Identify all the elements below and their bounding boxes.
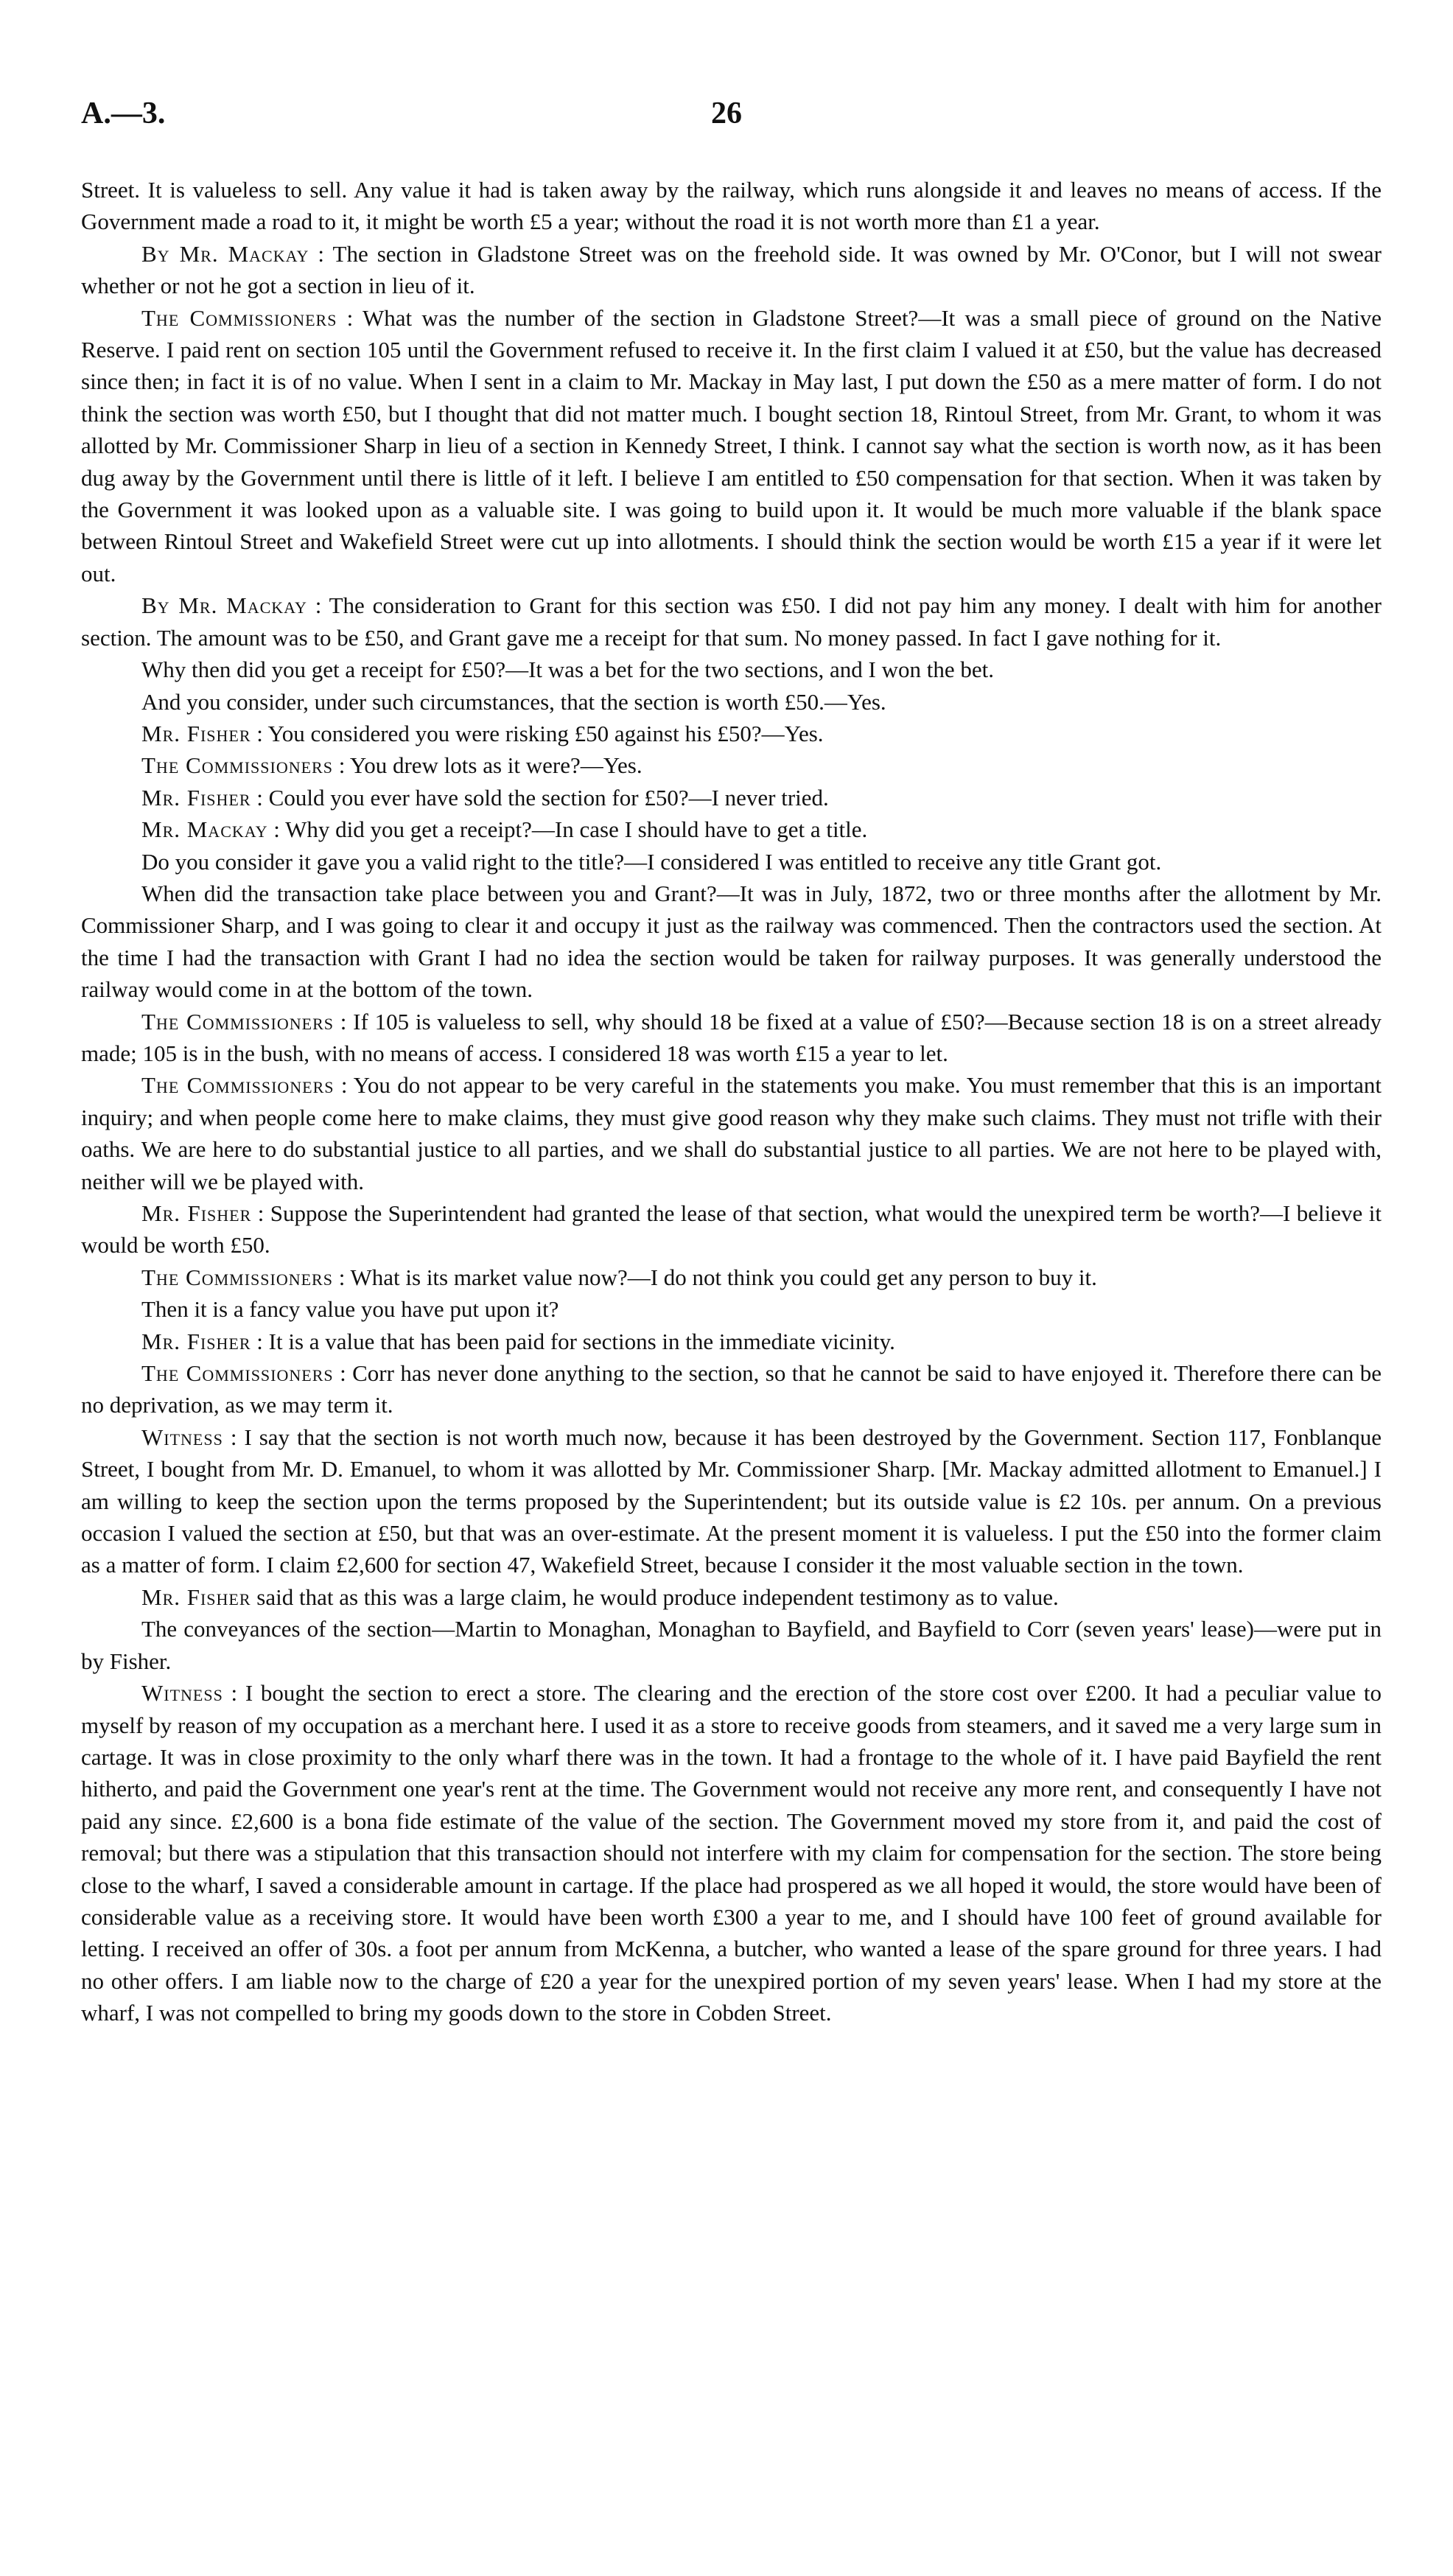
- speaker: The Commissioners: [141, 1072, 335, 1099]
- paragraph: The Commissioners : You do not appear to be very careful in the statements you make. You must remember that this is an important inquiry; and when people come here to make claims, they must give good reason why they make such claims. They must not trifle with their oaths. We are here to do substantial justice to all parties, and we shall do substantial justice to all parties. We are not here to be played with, neither will we be played with.: [81, 1072, 1382, 1194]
- paragraph: By Mr. Mackay : The consideration to Grant for this section was £50. I did not pay him any money. I dealt with him for another section. The amount was to be £50, and Grant gave me a receipt for that sum. No money passed. In fact I gave nothing for it.: [81, 592, 1382, 651]
- paragraph: Then it is a fancy value you have put upon it?: [141, 1296, 559, 1323]
- document-reference: A.—3.: [81, 97, 166, 130]
- page-header: [81, 96, 1372, 140]
- paragraph: The Commissioners : Corr has never done anything to the section, so that he cannot be said to have enjoyed it. Therefore there can be no deprivation, as we may term it.: [81, 1360, 1382, 1418]
- speaker: Mr. Mackay: [141, 816, 268, 843]
- paragraph: By Mr. Mackay : The section in Gladstone Street was on the freehold side. It was owned by Mr. O'Conor, but I will not swear whether or not he got a section in lieu of it.: [81, 240, 1382, 299]
- speaker: The Commissioners: [141, 1008, 334, 1035]
- paragraph: Mr. Fisher : You considered you were risking £50 against his £50?—Yes.: [141, 720, 824, 746]
- paragraph: The conveyances of the section—Martin to Monaghan, Monaghan to Bayfield, and Bayfield to Corr (seven years' lease)—were put in by Fisher.: [81, 1616, 1382, 1674]
- speaker: Mr. Fisher: [141, 784, 251, 811]
- paragraph: And you consider, under such circumstances, that the section is worth £50.—Yes.: [141, 688, 886, 715]
- paragraph: Street. It is valueless to sell. Any value it had is taken away by the railway, which runs alongside it and leaves no means of access. If the Government made a road to it, it might be worth £5 a year; without the road it is not worth more than £1 a year.: [81, 177, 1382, 235]
- speaker: By Mr. Mackay: [141, 592, 307, 619]
- paragraph: When did the transaction take place between you and Grant?—It was in July, 1872, two or three months after the allotment by Mr. Commissioner Sharp, and I was going to clear it and occupy it just as the railway was commenced. Then the contractors used the section. At the time I had the transaction with Grant I had no idea the section would be taken for railway purposes. It was generally understood the railway would come in at the bottom of the town.: [81, 880, 1382, 1003]
- paragraph: Why then did you get a receipt for £50?—It was a bet for the two sections, and I won the bet.: [141, 657, 994, 683]
- paragraph: Witness : I bought the section to erect a store. The clearing and the erection of the store cost over £200. It had a peculiar value to myself by reason of my occupation as a merchant here. I used it as a store to receive goods from steamers, and it saved me a very large sum in cartage. It was in close proximity to the only wharf there was in the town. It had a frontage to the whole of it. I have paid Bayfield the rent hitherto, and paid the Government one year's rent at the time. The Government would not receive any more rent, and consequently I have not paid any since. £2,600 is a bona fide estimate of the value of the section. The Government moved my store from it, and paid the cost of removal; but there was a stipulation that this transaction should not interfere with my claim for compensation for the section. The store being close to the wharf, I saved a considerable amount in cartage. If the place had prospered as we all hoped it would, the store would have been of considerable value as a receiving store. It would have been worth £300 a year to me, and I should have 100 feet of ground available for letting. I received an offer of 30s. a foot per annum from McKenna, a butcher, who wanted a lease of the spare ground for three years. I had no other offers. I am liable now to the charge of £20 a year for the unexpired portion of my seven years' lease. When I had my store at the wharf, I was not compelled to bring my goods down to the store in Cobden Street.: [81, 1680, 1382, 2026]
- paragraph: The Commissioners : What was the number of the section in Gladstone Street?—It was a small piece of ground on the Native Reserve. I paid rent on section 105 until the Government refused to receive it. In the first claim I valued it at £50, but the value has decreased since then; in fact it is of no value. When I sent in a claim to Mr. Mackay in May last, I put down the £50 as a mere matter of form. I do not think the section was worth £50, but I thought that did not matter much. I bought section 18, Rintoul Street, from Mr. Grant, to whom it was allotted by Mr. Commissioner Sharp in lieu of a section in Kennedy Street, I think. I cannot say what the section is worth now, as it has been dug away by the Government until there is little of it left. I believe I am entitled to £50 compensation for that section. When it was taken by the Government it was looked upon as a valuable site. I was going to build upon it. It would be much more valuable if the blank space between Rintoul Street and Wakefield Street were cut up into allotments. I should think the section would be worth £15 a year if it were let out.: [81, 304, 1382, 587]
- paragraph: The Commissioners : If 105 is valueless to sell, why should 18 be fixed at a value of £50?—Because section 18 is on a street already made; 105 is in the bush, with no means of access. I considered 18 was worth £15 a year to let.: [81, 1008, 1382, 1066]
- speaker: Mr. Fisher: [141, 1200, 252, 1226]
- page-number: 26: [711, 97, 742, 130]
- document-body: [81, 174, 1382, 2029]
- paragraph: Mr. Fisher said that as this was a large claim, he would produce independent testimony as to value.: [141, 1583, 1059, 1610]
- speaker: The Commissioners: [141, 304, 337, 331]
- paragraph: Mr. Fisher : Could you ever have sold the section for £50?—I never tried.: [141, 784, 829, 811]
- speaker: Mr. Fisher: [141, 1583, 251, 1610]
- speaker: By Mr. Mackay: [141, 240, 309, 267]
- paragraph: Witness : I say that the section is not worth much now, because it has been destroyed by the Government. Section 117, Fonblanque Street, I bought from Mr. D. Emanuel, to whom it was allotted by Mr. Commissioner Sharp. [Mr. Mackay admitted allotment to Emanuel.] I am willing to keep the section upon the terms proposed by the Superintendent; but its outside value is £2 10s. per annum. On a previous occasion I valued the section at £50, but that was an over-estimate. At the present moment it is valueless. I put the £50 into the former claim as a matter of form. I claim £2,600 for section 47, Wakefield Street, because I consider it the most valuable section in the town.: [81, 1424, 1382, 1578]
- speaker: Mr. Fisher: [141, 1328, 251, 1354]
- paragraph: Do you consider it gave you a valid right to the title?—I considered I was entitled to receive any title Grant got.: [141, 848, 1162, 875]
- paragraph: Mr. Fisher : Suppose the Superintendent had granted the lease of that section, what would the unexpired term be worth?—I believe it would be worth £50.: [81, 1200, 1382, 1259]
- speaker: Witness: [141, 1424, 223, 1450]
- paragraph: Mr. Mackay : Why did you get a receipt?—In case I should have to get a title.: [141, 816, 868, 843]
- speaker: The Commissioners: [141, 752, 333, 779]
- speaker: Witness: [141, 1680, 223, 1707]
- speaker: The Commissioners: [141, 1264, 333, 1290]
- paragraph: The Commissioners : You drew lots as it were?—Yes.: [141, 752, 643, 779]
- speaker: Mr. Fisher: [141, 720, 251, 746]
- paragraph: The Commissioners : What is its market value now?—I do not think you could get any person to buy it.: [141, 1264, 1097, 1290]
- paragraph: Mr. Fisher : It is a value that has been paid for sections in the immediate vicinity.: [141, 1328, 895, 1354]
- speaker: The Commissioners: [141, 1360, 334, 1387]
